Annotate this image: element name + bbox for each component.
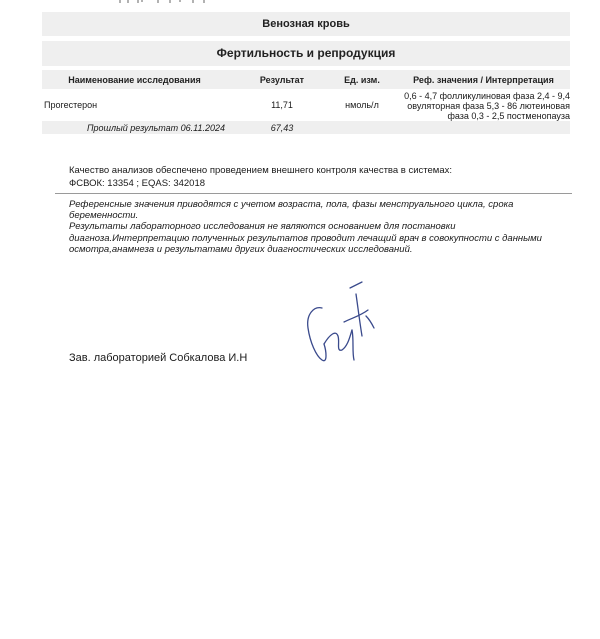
quality-systems: ФСВОК: 13354 ; EQAS: 342018 — [69, 178, 206, 189]
reference-line: 0,6 - 4,7 фолликулиновая фаза 2,4 - 9,4 — [404, 91, 570, 101]
cropped-text-fragment — [118, 0, 208, 5]
lab-head-signoff: Зав. лабораторией Собкалова И.Н — [69, 352, 248, 364]
reference-line: овуляторная фаза 5,3 - 86 лютеиновая — [407, 101, 570, 111]
previous-result-value: 67,43 — [270, 123, 294, 133]
disclaimer-line: беременности. — [69, 210, 139, 222]
disclaimer-line: осмотра,анамнеза и результатами других диагностических исследований. — [69, 243, 413, 255]
header-unit: Ед. изм. — [344, 75, 380, 85]
test-unit: нмоль/л — [345, 100, 379, 110]
results-table-header — [42, 70, 570, 89]
disclaimer-line: Результаты лабораторного исследования не являются основанием для постановки — [69, 221, 456, 233]
header-test-name: Наименование исследования — [68, 75, 201, 85]
previous-result-row — [42, 121, 570, 134]
specimen-header: Венозная кровь — [42, 12, 570, 36]
disclaimer-line: диагноза.Интерпретацию полученных результатов проводит лечащий врач в совокупности с данными — [69, 232, 542, 244]
divider — [55, 193, 572, 194]
quality-control-note — [69, 164, 452, 190]
handwritten-signature — [296, 280, 376, 370]
disclaimer-line: Референсные значения приводятся с учетом возраста, пола, фазы менструального цикла, срока — [69, 199, 514, 210]
disclaimer — [69, 199, 569, 255]
reference-values — [392, 91, 570, 121]
header-result: Результат — [259, 75, 305, 85]
table-row — [42, 90, 570, 120]
quality-line: Качество анализов обеспечено проведением внешнего контроля качества в системах: — [69, 165, 453, 176]
test-result: 11,71 — [271, 100, 293, 110]
section-title: Фертильность и репродукция — [42, 41, 570, 66]
header-reference: Реф. значения / Интерпретация — [413, 75, 554, 85]
reference-line: фаза 0,3 - 2,5 постменопауза — [447, 111, 570, 121]
previous-result-label: Прошлый результат 06.11.2024 — [87, 123, 225, 133]
test-name: Прогестерон — [44, 100, 98, 110]
